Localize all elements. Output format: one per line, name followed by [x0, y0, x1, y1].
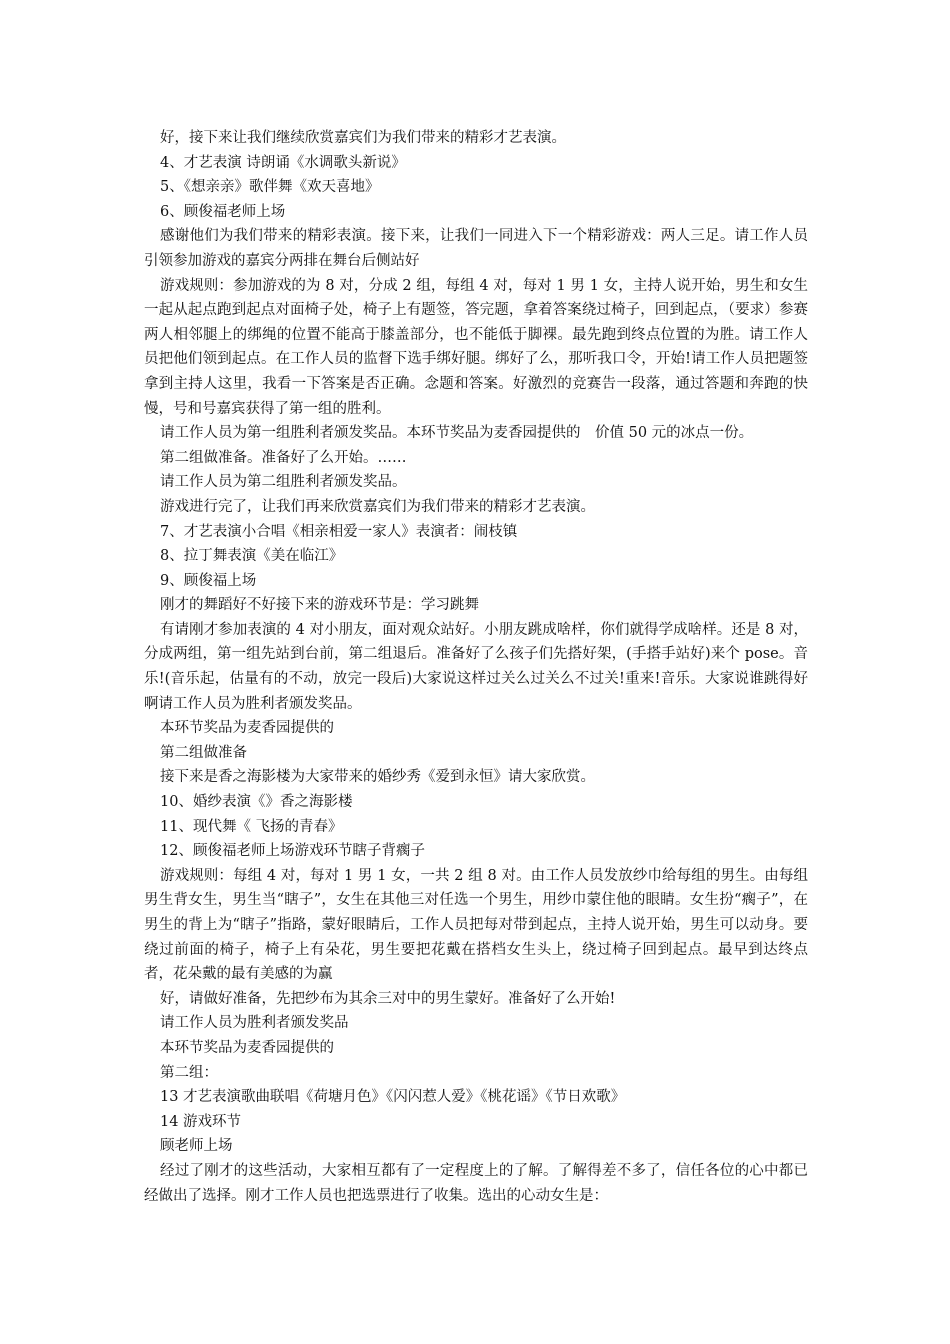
paragraph: 好，接下来让我们继续欣赏嘉宾们为我们带来的精彩才艺表演。: [160, 130, 566, 146]
paragraph: 5、《想亲亲》歌伴舞《欢天喜地》: [160, 179, 380, 196]
paragraph: 请工作人员为第二组胜利者颁发奖品。: [160, 474, 407, 491]
paragraph: 有请刚才参加表演的 4 对小朋友，面对观众站好。小朋友跳成啥样，你们就得学成啥样。还是 8 对，分成两组，第一组先站到台前，第二组退后。准备好了么孩子们先搭好架，(手搭手站好)来个 pose。音乐!(音乐起，估量有的不动，放完一段后)大家说这样过关么过关么不过关!重来!音乐。大家说谁跳得好啊请工作人员为胜利者颁发奖品。: [144, 621, 808, 712]
paragraph: 经过了刚才的这些活动，大家相互都有了一定程度上的了解。了解得差不多了，信任各位的心中都已经做出了选择。刚才工作人员也把选票进行了收集。选出的心动女生是：: [144, 1162, 808, 1204]
paragraph: 好，请做好准备，先把纱布为其余三对中的男生蒙好。准备好了么开始!: [160, 990, 616, 1007]
paragraph: 第二组做准备: [160, 744, 247, 761]
paragraph: 请工作人员为第一组胜利者颁发奖品。本环节奖品为麦香园提供的 价值 50 元的冰点一份。: [160, 425, 754, 442]
paragraph: 请工作人员为胜利者颁发奖品: [160, 1015, 349, 1032]
paragraph: 游戏进行完了，让我们再来欣赏嘉宾们为我们带来的精彩才艺表演。: [160, 498, 595, 515]
paragraph: 13 才艺表演歌曲联唱《荷塘月色》《闪闪惹人爱》《桃花谣》《节日欢歌》: [160, 1089, 626, 1106]
paragraph: 刚才的舞蹈好不好接下来的游戏环节是：学习跳舞: [160, 597, 479, 614]
paragraph: 接下来是香之海影楼为大家带来的婚纱秀《爱到永恒》请大家欣赏。: [160, 769, 595, 786]
paragraph: 游戏规则：参加游戏的为 8 对，分成 2 组，每组 4 对，每对 1 男 1 女，主持人说开始，男生和女生一起从起点跑到起点对面椅子处，椅子上有题签，答完题，拿着答案绕过椅子，回到起点，（要求）参赛两人相邻腿上的绑绳的位置不能高于膝盖部分，也不能低于脚裸。最先跑到终点位置的为胜。请工作人员把他们领到起点。在工作人员的监督下选手绑好腿。绑好了么，那听我口令，开始!请工作人员把题签拿到主持人这里，我看一下答案是否正确。念题和答案。好激烈的竞赛告一段落，通过答题和奔跑的快慢，号和号嘉宾获得了第一组的胜利。: [144, 277, 808, 417]
paragraph: 顾老师上场: [160, 1138, 233, 1155]
paragraph: 11、现代舞《 飞扬的青春》: [160, 818, 343, 835]
paragraph: 本环节奖品为麦香园提供的: [160, 720, 334, 737]
paragraph: 感谢他们为我们带来的精彩表演。接下来，让我们一同进入下一个精彩游戏：两人三足。请工作人员引领参加游戏的嘉宾分两排在舞台后侧站好: [144, 228, 808, 269]
paragraph: 6、顾俊福老师上场: [160, 203, 286, 220]
paragraph: 12、顾俊福老师上场游戏环节瞎子背瘸子: [160, 843, 425, 860]
paragraph: 9、顾俊福上场: [160, 572, 257, 589]
paragraph: 游戏规则：每组 4 对，每对 1 男 1 女，一共 2 组 8 对。由工作人员发放纱巾给每组的男生。由每组男生背女生，男生当“瞎子”，女生在其他三对任选一个男生，用纱巾蒙住他的眼睛。女生扮“瘸子”，在男生的背上为“瞎子”指路，蒙好眼睛后，工作人员把每对带到起点，主持人说开始，男生可以动身。要绕过前面的椅子，椅子上有朵花，男生要把花戴在搭档女生头上，绕过椅子回到起点。最早到达终点者，花朵戴的最有美感的为赢: [144, 867, 808, 983]
paragraph: 第二组：: [160, 1064, 218, 1081]
paragraph: 8、拉丁舞表演《美在临江》: [160, 548, 344, 565]
document-page: [144, 126, 808, 1208]
paragraph: 7、才艺表演小合唱《相亲相爱一家人》表演者：闹枝镇: [160, 523, 518, 540]
paragraph: 本环节奖品为麦香园提供的: [160, 1039, 334, 1056]
paragraph: 10、婚纱表演《》香之海影楼: [160, 794, 353, 811]
paragraph: 4、才艺表演 诗朗诵《水调歌头新说》: [160, 154, 406, 171]
paragraph: 第二组做准备。准备好了么开始。……: [160, 449, 407, 466]
paragraph: 14 游戏环节: [160, 1113, 242, 1130]
